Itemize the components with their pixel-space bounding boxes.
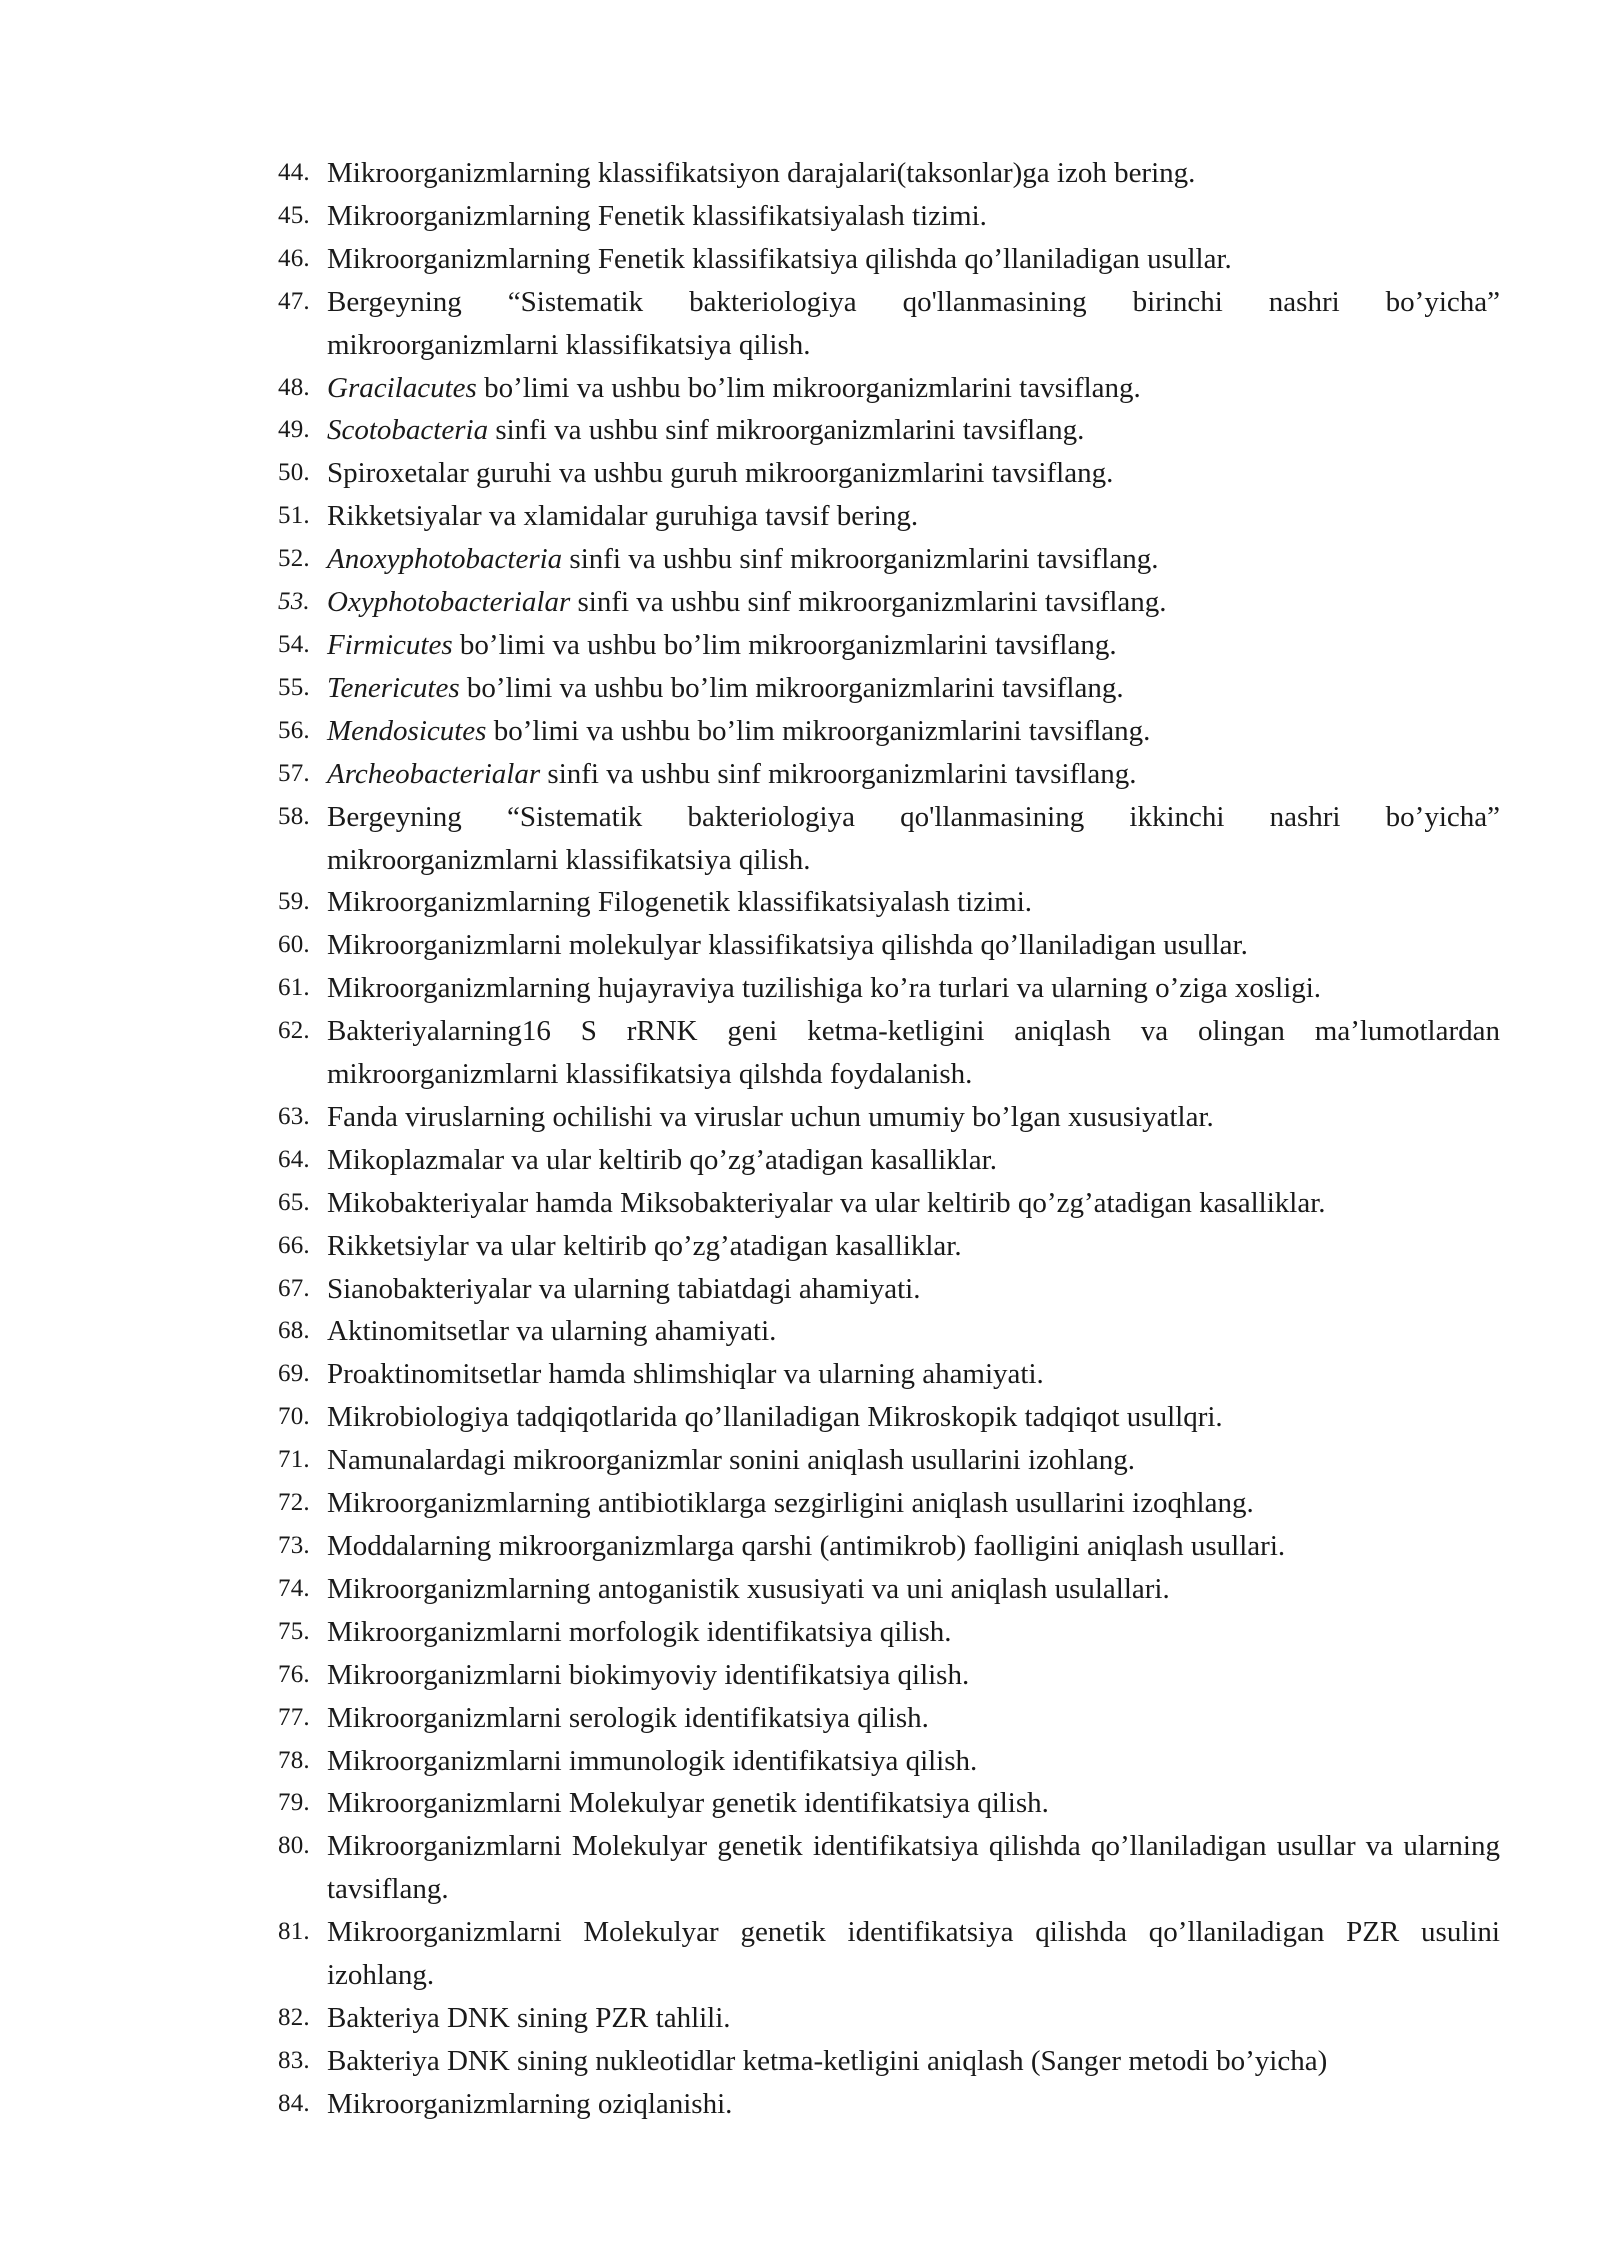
question-text: sinfi va ushbu sinf mikroorganizmlarini tavsiflang. (562, 543, 1159, 576)
question-text: Mikroorganizmlarning Filogenetik klassifikatsiyalash tizimi. (327, 886, 1033, 919)
question-item (270, 1268, 1500, 1311)
question-list (270, 152, 1500, 2126)
question-item (270, 1139, 1500, 1182)
question-number: 46. (278, 244, 310, 272)
question-number: 75. (278, 1617, 310, 1645)
question-item (270, 1310, 1500, 1353)
question-text: Bergeyning “Sistematik bakteriologiya qo'llanmasining birinchi nashri bo’yicha” mikroorganizmlarni klassifikatsiya qilish. (327, 285, 1500, 361)
question-text: Mikroorganizmlarning klassifikatsiyon darajalari(taksonlar)ga izoh bering. (327, 157, 1196, 189)
question-number: 65. (278, 1188, 310, 1216)
question-item (270, 495, 1500, 538)
question-number: 80. (278, 1832, 310, 1860)
question-item (270, 1568, 1500, 1611)
question-number: 52. (278, 545, 310, 573)
question-item (270, 1525, 1500, 1568)
question-text: Mikroorganizmlarni Molekulyar genetik identifikatsiya qilishda qo’llaniladigan PZR usulini izohlang. (327, 1916, 1500, 1992)
question-item (270, 624, 1500, 667)
question-taxon-name: Firmicutes (327, 628, 453, 661)
question-item (270, 1439, 1500, 1482)
question-text: sinfi va ushbu sinf mikroorganizmlarini tavsiflang. (488, 414, 1085, 447)
question-item (270, 1482, 1500, 1525)
question-text: Bakteriya DNK sining PZR tahlili. (327, 2001, 731, 2034)
question-item (270, 1782, 1500, 1825)
question-item (270, 1182, 1500, 1225)
question-item (270, 924, 1500, 967)
question-text: Fanda viruslarning ochilishi va viruslar uchun umumiy bo’lgan xususiyatlar. (327, 1100, 1214, 1133)
question-item (270, 710, 1500, 753)
question-item (270, 238, 1500, 281)
question-number: 70. (278, 1403, 310, 1431)
question-item (270, 1611, 1500, 1654)
question-item (270, 452, 1500, 495)
question-number: 71. (278, 1446, 310, 1474)
question-taxon-name: Gracilacutes (327, 371, 477, 404)
question-text: bo’limi va ushbu bo’lim mikroorganizmlarini tavsiflang. (476, 371, 1141, 404)
question-taxon-name: Oxyphotobacterialar (327, 586, 571, 619)
question-number: 54. (278, 630, 310, 658)
question-item (270, 538, 1500, 581)
question-number: 76. (278, 1660, 310, 1688)
question-number: 63. (278, 1102, 310, 1130)
question-number: 67. (278, 1274, 310, 1302)
question-text: Mikroorganizmlarni molekulyar klassifikatsiya qilishda qo’llaniladigan usullar. (327, 929, 1248, 962)
question-text: Mikroorganizmlarni Molekulyar genetik identifikatsiya qilish. (327, 1787, 1049, 1820)
question-text: Bergeyning “Sistematik bakteriologiya qo'llanmasining ikkinchi nashri bo’yicha” mikroorganizmlarni klassifikatsiya qilish. (327, 800, 1500, 876)
question-text: Mikroorganizmlarni biokimyoviy identifikatsiya qilish. (327, 1658, 970, 1691)
question-item (270, 1997, 1500, 2040)
question-item (270, 967, 1500, 1010)
question-number: 74. (278, 1574, 310, 1602)
question-item (270, 796, 1500, 882)
question-text: Aktinomitsetlar va ularning ahamiyati. (327, 1315, 777, 1348)
question-text: Bakteriyalarning16 S rRNK geni ketma-ketligini aniqlash va olingan ma’lumotlardan mikroorganizmlarni klassifikatsiya qilshda foydalanish. (327, 1015, 1500, 1091)
question-text: bo’limi va ushbu bo’lim mikroorganizmlarini tavsiflang. (459, 671, 1124, 704)
question-text: Mikroorganizmlarning antoganistik xususiyati va uni aniqlash usulallari. (327, 1572, 1170, 1605)
question-text: sinfi va ushbu sinf mikroorganizmlarini tavsiflang. (540, 757, 1137, 790)
question-item (270, 2083, 1500, 2126)
question-taxon-name: Anoxyphotobacteria (327, 543, 563, 576)
question-item (270, 1353, 1500, 1396)
question-text: Spiroxetalar guruhi va ushbu guruh mikroorganizmlarini tavsiflang. (327, 457, 1114, 490)
question-text: Bakteriya DNK sining nukleotidlar ketma-ketligini aniqlash (Sanger metodi bo’yicha) (327, 2044, 1328, 2077)
question-number: 45. (278, 201, 310, 229)
question-item (270, 1654, 1500, 1697)
question-text: Mikroorganizmlarni serologik identifikatsiya qilish. (327, 1701, 929, 1734)
question-text: bo’limi va ushbu bo’lim mikroorganizmlarini tavsiflang. (486, 714, 1151, 747)
question-number: 69. (278, 1360, 310, 1388)
question-text: Mikoplazmalar va ular keltirib qo’zg’atadigan kasalliklar. (327, 1143, 997, 1176)
question-item (270, 1740, 1500, 1783)
question-number: 51. (278, 502, 310, 530)
question-number: 78. (278, 1746, 310, 1774)
question-number: 61. (278, 974, 310, 1002)
question-number: 82. (278, 2003, 310, 2031)
question-number: 47. (278, 287, 310, 315)
question-item (270, 1911, 1500, 1997)
question-text: Mikroorganizmlarni immunologik identifikatsiya qilish. (327, 1744, 978, 1777)
question-text: Proaktinomitsetlar hamda shlimshiqlar va ularning ahamiyati. (327, 1358, 1044, 1391)
question-taxon-name: Mendosicutes (327, 714, 487, 747)
question-number: 68. (278, 1317, 310, 1345)
question-text: Mikrobiologiya tadqiqotlarida qo’llaniladigan Mikroskopik tadqiqot usullqri. (327, 1401, 1223, 1434)
question-number: 83. (278, 2046, 310, 2074)
question-number: 73. (278, 1532, 310, 1559)
question-text: Mikroorganizmlarning antibiotiklarga sezgirligini aniqlash usullarini izoqhlang. (327, 1487, 1254, 1520)
question-item (270, 1010, 1500, 1096)
question-item (270, 1697, 1500, 1740)
question-item (270, 1396, 1500, 1439)
question-taxon-name: Scotobacteria (327, 414, 489, 447)
question-item (270, 409, 1500, 452)
question-text: sinfi va ushbu sinf mikroorganizmlarini tavsiflang. (570, 586, 1167, 619)
question-item (270, 152, 1500, 195)
question-item (270, 1225, 1500, 1268)
question-item (270, 281, 1500, 367)
question-item (270, 881, 1500, 924)
question-text: Mikroorganizmlarning hujayraviya tuzilishiga ko’ra turlari va ularning o’ziga xosligi. (327, 972, 1322, 1005)
question-text: Mikroorganizmlarning oziqlanishi. (327, 2087, 733, 2120)
question-number: 79. (278, 1789, 310, 1817)
question-number: 66. (278, 1231, 310, 1259)
question-item (270, 195, 1500, 238)
question-number: 50. (278, 459, 310, 487)
question-text: Mikroorganizmlarni Molekulyar genetik identifikatsiya qilishda qo’llaniladigan usullar va ularning tavsiflang. (327, 1830, 1500, 1906)
question-item (270, 667, 1500, 710)
question-number: 60. (278, 931, 310, 959)
question-text: Mikroorganizmlarning Fenetik klassifikatsiyalash tizimi. (327, 199, 987, 232)
question-item (270, 1825, 1500, 1911)
question-item (270, 753, 1500, 796)
question-text: Moddalarning mikroorganizmlarga qarshi (antimikrob) faolligini aniqlash usullari. (327, 1530, 1286, 1562)
question-number: 56. (278, 716, 310, 744)
question-number: 48. (278, 373, 310, 401)
question-number: 53. (278, 588, 310, 616)
question-number: 72. (278, 1489, 310, 1517)
question-item (270, 581, 1500, 624)
question-text: Rikketsiylar va ular keltirib qo’zg’atadigan kasalliklar. (327, 1229, 962, 1262)
question-text: bo’limi va ushbu bo’lim mikroorganizmlarini tavsiflang. (452, 628, 1117, 661)
question-number: 84. (278, 2089, 310, 2117)
question-item (270, 1096, 1500, 1139)
question-text: Mikroorganizmlarning Fenetik klassifikatsiya qilishda qo’llaniladigan usullar. (327, 242, 1232, 275)
question-number: 58. (278, 802, 310, 830)
question-text: Mikobakteriyalar hamda Miksobakteriyalar va ular keltirib qo’zg’atadigan kasalliklar. (327, 1186, 1326, 1219)
question-number: 62. (278, 1017, 310, 1045)
question-number: 44. (278, 159, 310, 186)
question-taxon-name: Tenericutes (327, 671, 460, 704)
question-number: 64. (278, 1145, 310, 1173)
question-item (270, 2040, 1500, 2083)
question-taxon-name: Archeobacterialar (327, 757, 541, 790)
question-number: 77. (278, 1703, 310, 1731)
question-number: 57. (278, 759, 310, 787)
question-number: 59. (278, 888, 310, 916)
question-text: Sianobakteriyalar va ularning tabiatdagi ahamiyati. (327, 1272, 921, 1305)
question-item (270, 367, 1500, 410)
question-text: Mikroorganizmlarni morfologik identifikatsiya qilish. (327, 1615, 952, 1648)
question-number: 81. (278, 1918, 310, 1946)
question-text: Namunalardagi mikroorganizmlar sonini aniqlash usullarini izohlang. (327, 1444, 1136, 1477)
question-number: 49. (278, 416, 310, 444)
question-number: 55. (278, 673, 310, 701)
question-text: Rikketsiyalar va xlamidalar guruhiga tavsif bering. (327, 500, 919, 533)
